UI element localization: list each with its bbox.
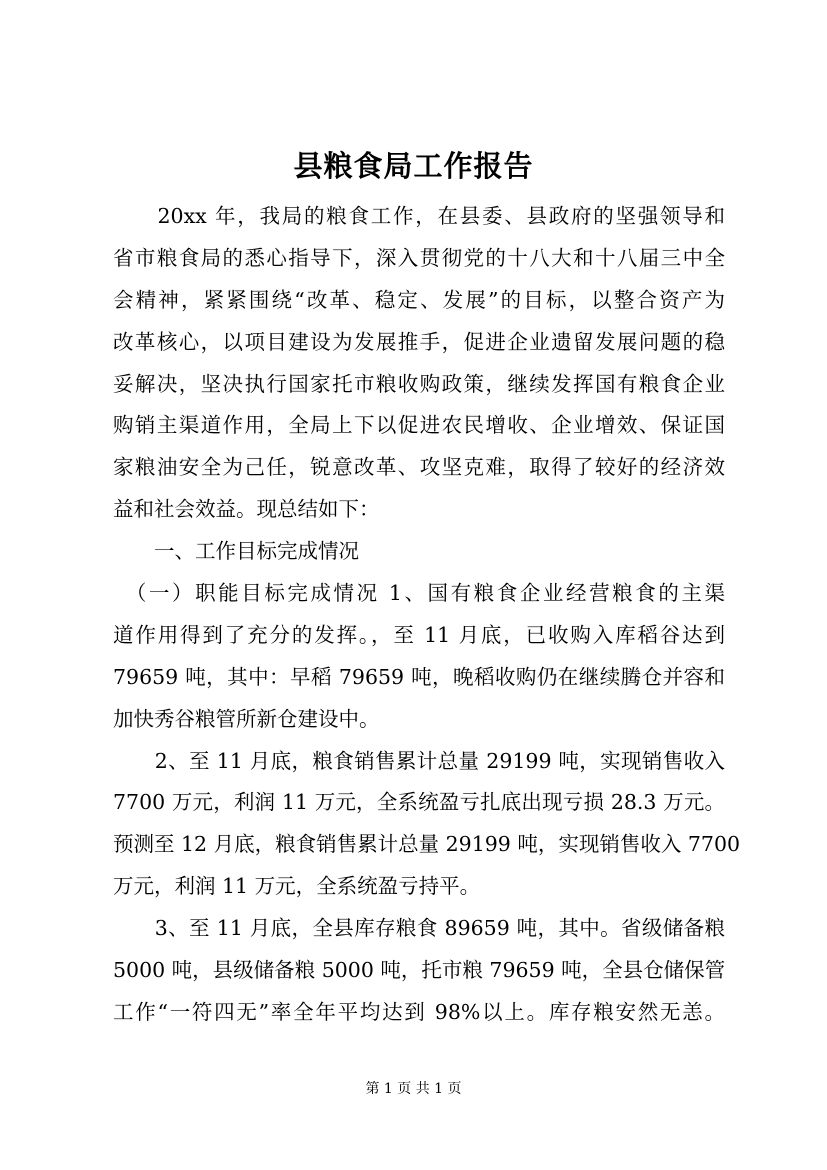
page-footer: 第 1 页 共 1 页 (365, 1081, 462, 1097)
body-line: 3、至 11 月底，全县库存粮食 89659 吨，其中。省级储备粮 (113, 916, 725, 941)
body-line: 妥解决，坚决执行国家托市粮收购政策，继续发挥国有粮食企业 (113, 371, 725, 396)
body-line: （一）职能目标完成情况 1、国有粮食企业经营粮食的主渠 (113, 581, 725, 606)
body-line: 7700 万元，利润 11 万元，全系统盈亏扎底出现亏损 28.3 万元。 (113, 790, 725, 815)
document-title: 县粮食局工作报告 (293, 149, 534, 183)
body-line: 购销主渠道作用，全局上下以促进农民增收、企业增效、保证国 (113, 413, 725, 438)
body-line: 预测至 12 月底，粮食销售累计总量 29199 吨，实现销售收入 7700 (113, 832, 741, 857)
document-body (113, 196, 741, 1034)
body-line: 道作用得到了充分的发挥。，至 11 月底，已收购入库稻谷达到 (113, 622, 725, 647)
body-line: 工作“一符四无”率全年平均达到 98%以上。库存粮安然无恙。 (113, 999, 725, 1024)
body-line: 省市粮食局的悉心指导下，深入贯彻党的十八大和十八届三中全 (113, 245, 725, 270)
body-line: 益和社会效益。现总结如下： (113, 497, 380, 522)
body-line: 会精神，紧紧围绕“改革、稳定、发展”的目标，以整合资产为 (113, 287, 725, 312)
body-line: 2、至 11 月底，粮食销售累计总量 29199 吨，实现销售收入 (113, 748, 725, 773)
body-line: 加快秀谷粮管所新仓建设中。 (113, 706, 380, 731)
body-line: 79659 吨，其中：早稻 79659 吨，晚稻收购仍在继续腾仓并容和 (113, 664, 725, 689)
body-line: 20xx 年，我局的粮食工作，在县委、县政府的坚强领导和 (113, 204, 725, 228)
body-line: 改革核心，以项目建设为发展推手，促进企业遗留发展问题的稳 (113, 329, 725, 354)
body-line: 5000 吨，县级储备粮 5000 吨，托市粮 79659 吨，全县仓储保管 (113, 958, 726, 983)
body-line: 家粮油安全为己任，锐意改革、攻坚克难，取得了较好的经济效 (113, 455, 725, 480)
section-heading: 一、工作目标完成情况 (113, 539, 359, 564)
body-line: 万元，利润 11 万元，全系统盈亏持平。 (113, 874, 481, 899)
